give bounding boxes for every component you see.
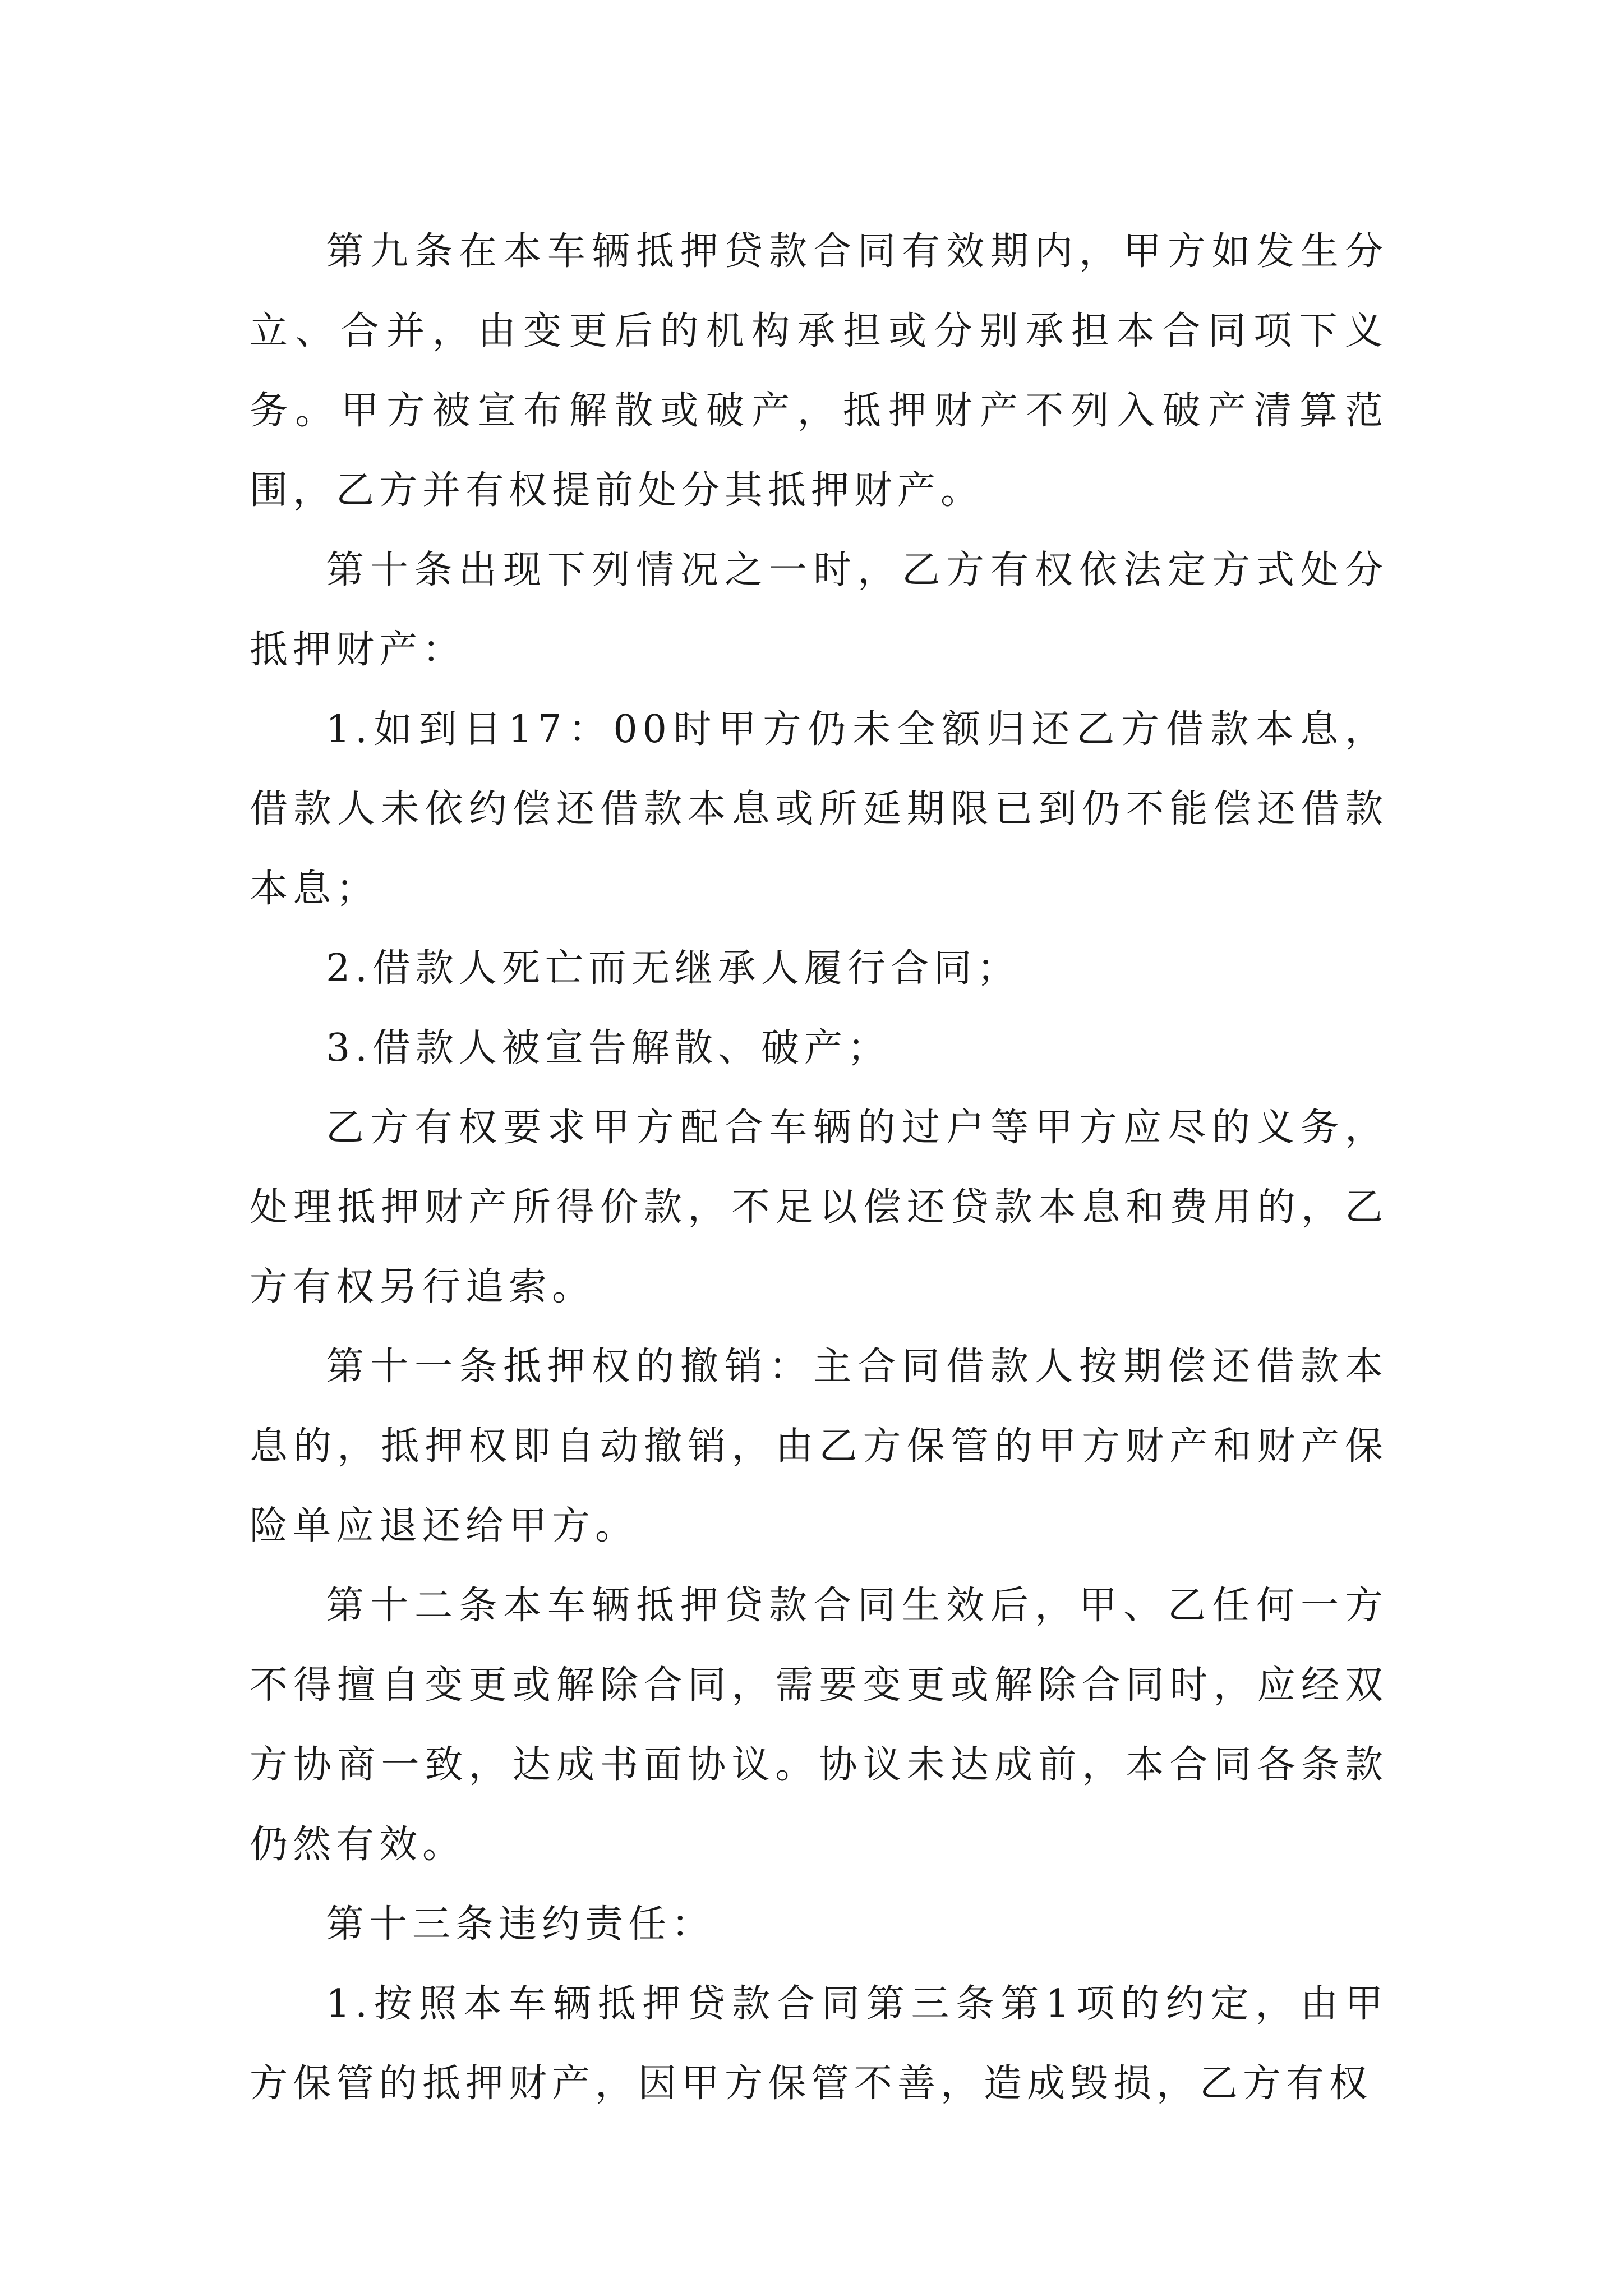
article-10-paragraph: 第十条出现下列情况之一时，乙方有权依法定方式处分抵押财产： [250, 548, 1388, 672]
article-11-paragraph: 第十一条抵押权的撤销：主合同借款人按期偿还借款本息的，抵押权即自动撤销，由乙方保管的甲方财产和财产保险单应退还给甲方。 [250, 1345, 1388, 1548]
article-10-item-1: 1.如到日17：00时甲方仍未全额归还乙方借款本息，借款人未依约偿还借款本息或所延期限已到仍不能偿还借款本息； [250, 707, 1388, 911]
article-13-heading: 第十三条违约责任： [326, 1902, 715, 1947]
article-10-conclusion: 乙方有权要求甲方配合车辆的过户等甲方应尽的义务，处理抵押财产所得价款，不足以偿还贷款本息和费用的，乙方有权另行追索。 [250, 1106, 1388, 1309]
article-12-paragraph: 第十二条本车辆抵押贷款合同生效后，甲、乙任何一方不得擅自变更或解除合同，需要变更或解除合同时，应经双方协商一致，达成书面协议。协议未达成前，本合同各条款仍然有效。 [250, 1584, 1388, 1867]
contract-body [250, 212, 1388, 2124]
article-10-item-3: 3.借款人被宣告解散、破产； [326, 1026, 891, 1070]
article-13-item-1: 1.按照本车辆抵押贷款合同第三条第1项的约定，由甲方保管的抵押财产，因甲方保管不善，造成毁损，乙方有权 [250, 1982, 1388, 2106]
article-9-paragraph: 第九条在本车辆抵押贷款合同有效期内，甲方如发生分立、合并，由变更后的机构承担或分别承担本合同项下义务。甲方被宣布解散或破产，抵押财产不列入破产清算范围，乙方并有权提前处分其抵押财产。 [250, 229, 1388, 513]
article-10-item-2: 2.借款人死亡而无继承人履行合同； [326, 946, 1020, 991]
